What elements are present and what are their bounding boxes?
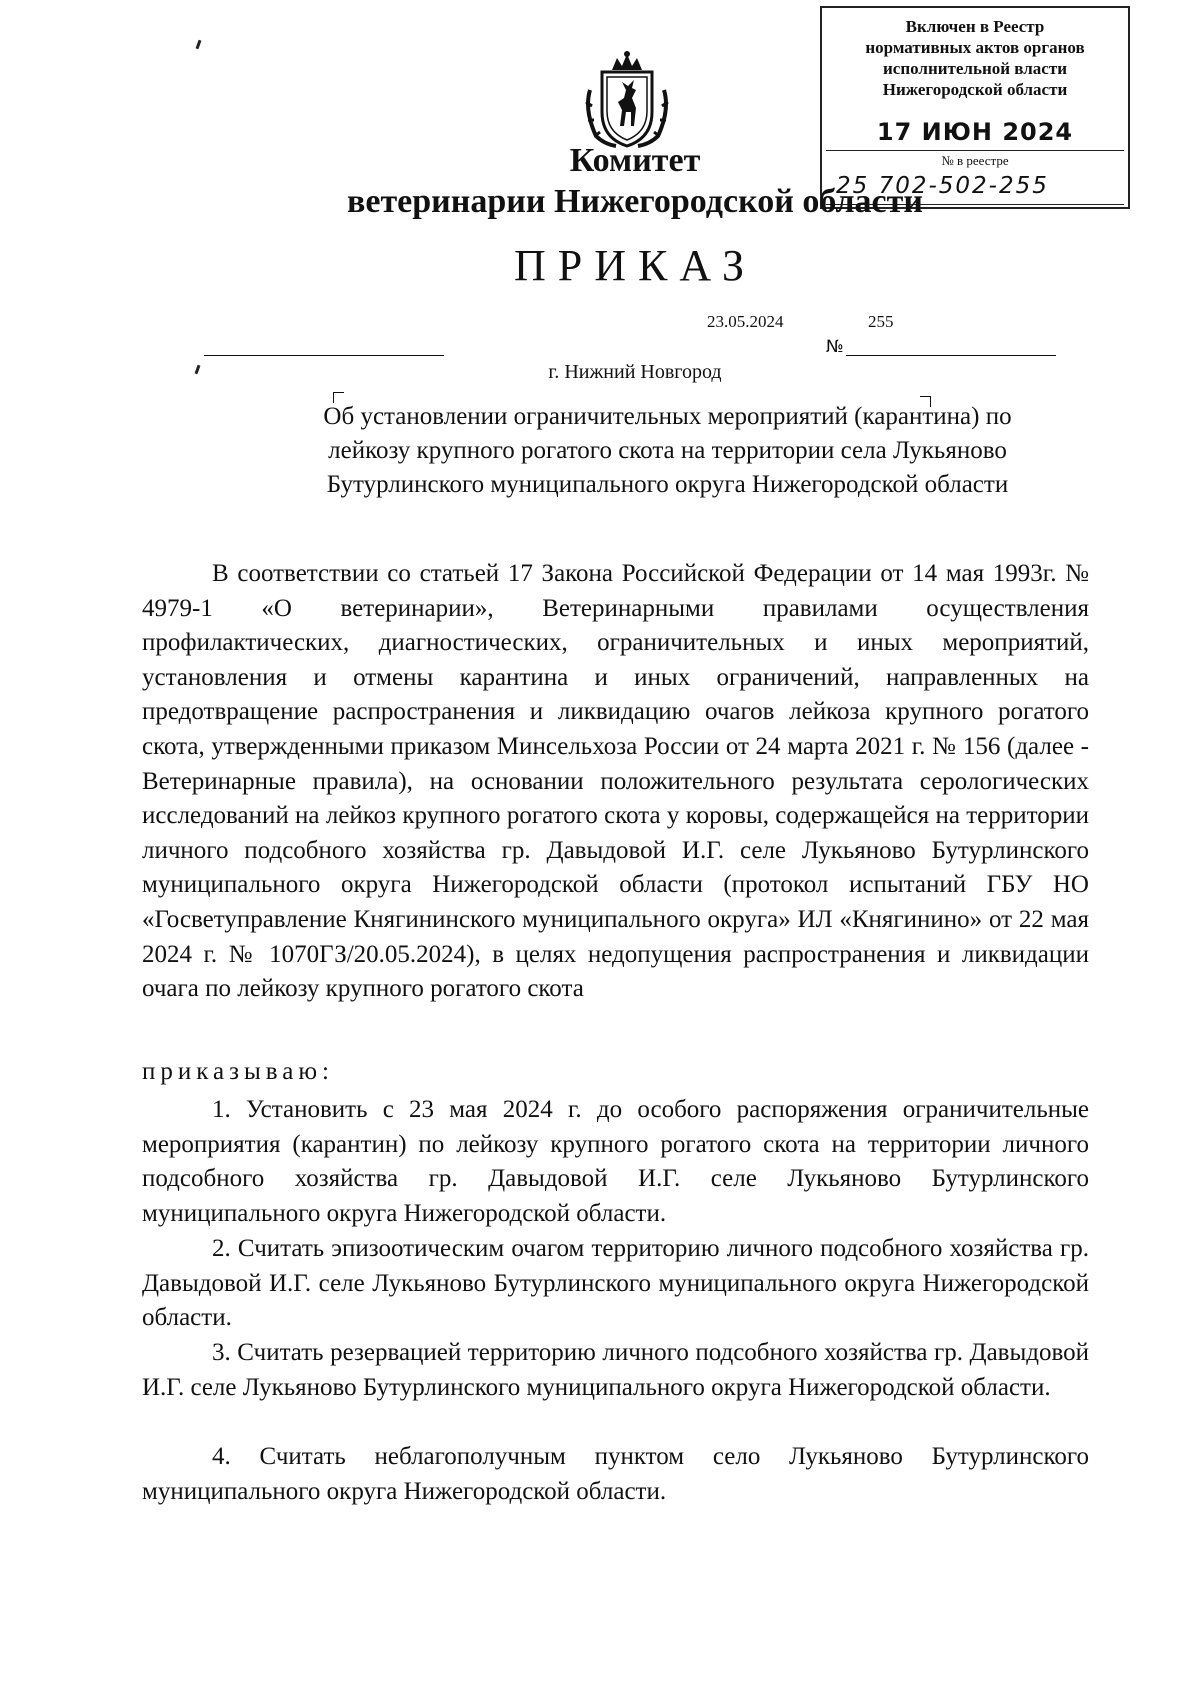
stamp-line: Включен в Реестр <box>905 17 1045 36</box>
stamp-line: Нижегородской области <box>882 80 1068 99</box>
stamp-registry-number: 25 702-502-255 <box>836 173 1049 199</box>
document-subject: Об установлении ограничительных мероприятий (карантина) по лейкозу крупного рогатого скота на территории села Лукьяново Бутурлинского муниципального округа Нижегородской области <box>323 403 1012 498</box>
coat-of-arms-icon <box>582 50 672 150</box>
organization-name-line2: ветеринарии Нижегородской области <box>347 183 923 220</box>
order-item-4: 4. Считать неблагополучным пунктом село Лукьяново Бутурлинского муниципального округа Нижегородской области. <box>142 1443 1089 1505</box>
preamble-paragraph: В соответствии со статьей 17 Закона Российской Федерации от 14 мая 1993г. № 4979-1 «О ветеринарии», Ветеринарными правилами осуществления профилактических, диагностических, ограничительных и иных мероприятий, установления и отмены карантина и иных ограничений, направленных на предотвращение распространения и ликвидацию очагов лейкоза крупного рогатого скота, утвержденными приказом Минсельхоза России от 24 марта 2021 г. № 156 (далее - Ветеринарные правила), на основании положительного результата серологических исследований на лейкоз крупного рогатого скота у коровы, содержащейся на территории личного подсобного хозяйства гр. Давыдовой И.Г. селе Лукьяново Бутурлинского муниципального округа Нижегородской области (протокол испытаний ГБУ НО «Госветуправление Княгининского муниципального округа» ИЛ «Княгинино» от 22 мая 2024 г. № 1070ГЗ/20.05.2024), в целях недопущения распространения и ликвидации очага по лейкозу крупного рогатого скота <box>142 560 1089 1003</box>
document-date: 23.05.2024 <box>707 312 784 331</box>
stamp-line: нормативных актов органов <box>865 38 1085 57</box>
signature-line <box>204 355 444 356</box>
order-word: приказываю: <box>142 1058 334 1085</box>
document-type-title: ПРИКАЗ <box>513 241 757 290</box>
order-item-1: 1. Установить с 23 мая 2024 г. до особого распоряжения ограничительные мероприятия (карантин) по лейкозу крупного рогатого скота на территории личного подсобного хозяйства гр. Давыдовой И.Г. селе Лукьяново Бутурлинского муниципального округа Нижегородской области. <box>142 1096 1089 1227</box>
number-line <box>846 355 1056 356</box>
stamp-registry-label: № в реестре <box>941 153 1009 168</box>
order-item-2: 2. Считать эпизоотическим очагом территорию личного подсобного хозяйства гр. Давыдовой И.Г. селе Лукьяново Бутурлинского муниципального округа Нижегородской области. <box>142 1235 1089 1332</box>
stamp-date: 17 ИЮН 2024 <box>876 118 1074 146</box>
number-sign: № <box>826 337 844 357</box>
document-number: 255 <box>868 312 894 331</box>
document-city: г. Нижний Новгород <box>548 361 722 383</box>
order-item-3: 3. Считать резервацией территорию личного подсобного хозяйства гр. Давыдовой И.Г. селе Лукьяново Бутурлинского муниципального округа Нижегородской области. <box>142 1339 1089 1401</box>
scan-mark <box>196 40 202 49</box>
organization-name-line1: Комитет <box>569 142 701 179</box>
stamp-line: исполнительной власти <box>883 59 1067 78</box>
